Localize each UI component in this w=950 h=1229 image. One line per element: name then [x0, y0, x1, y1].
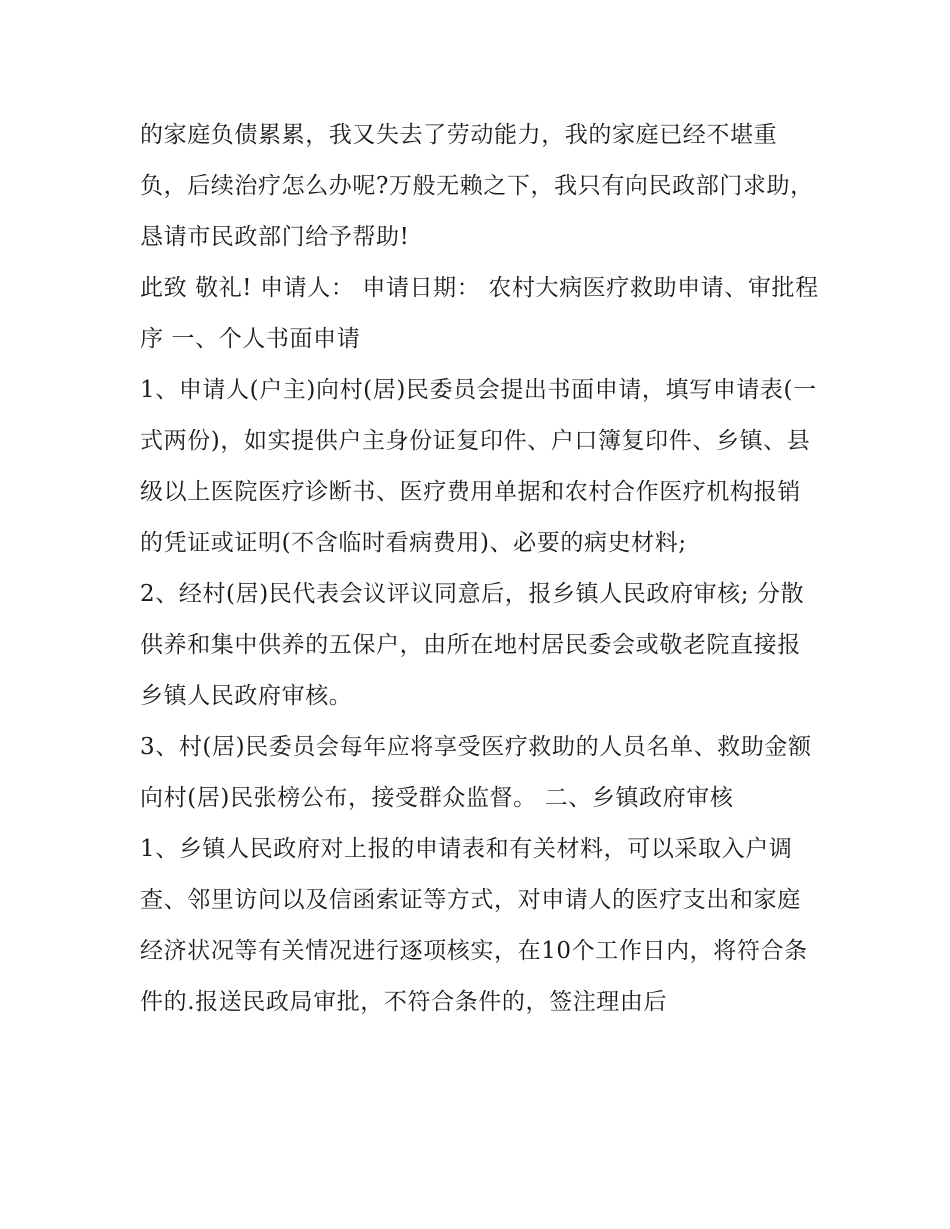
- paragraph-step-1-application: 1、申请人(户主)向村(居)民委员会提出书面申请，填写申请表(一式两份)，如实提供户主身份证复印件、户口簿复印件、乡镇、县级以上医院医疗诊断书、医疗费用单据和农村合作医疗机构报销的凭证或证明(不含临时看病费用)、必要的病史材料;: [140, 377, 817, 556]
- paragraph-closing-and-procedure-title: 此致 敬礼! 申请人： 申请日期： 农村大病医疗救助申请、审批程序 一、个人书面申请: [140, 275, 819, 352]
- paragraph-step-2-review: 2、经村(居)民代表会议评议同意后，报乡镇人民政府审核; 分散供养和集中供养的五保户，由所在地村居民委会或敬老院直接报乡镇人民政府审核。: [140, 581, 805, 709]
- paragraph-step-3-publicity: 3、村(居)民委员会每年应将享受医疗救助的人员名单、救助金额向村(居)民张榜公布，接受群众监督。 二、乡镇政府审核: [140, 734, 812, 811]
- document-body: [140, 110, 820, 1028]
- paragraph-township-verification: 1、乡镇人民政府对上报的申请表和有关材料，可以采取入户调查、邻里访问以及信函索证等方式，对申请人的医疗支出和家庭经济状况等有关情况进行逐项核实，在10个工作日内，将符合条件的.报送民政局审批，不符合条件的，签注理由后: [140, 836, 808, 1015]
- paragraph-hardship: 的家庭负债累累，我又失去了劳动能力，我的家庭已经不堪重负，后续治疗怎么办呢?万般无赖之下，我只有向民政部门求助，恳请市民政部门给予帮助!: [140, 122, 814, 250]
